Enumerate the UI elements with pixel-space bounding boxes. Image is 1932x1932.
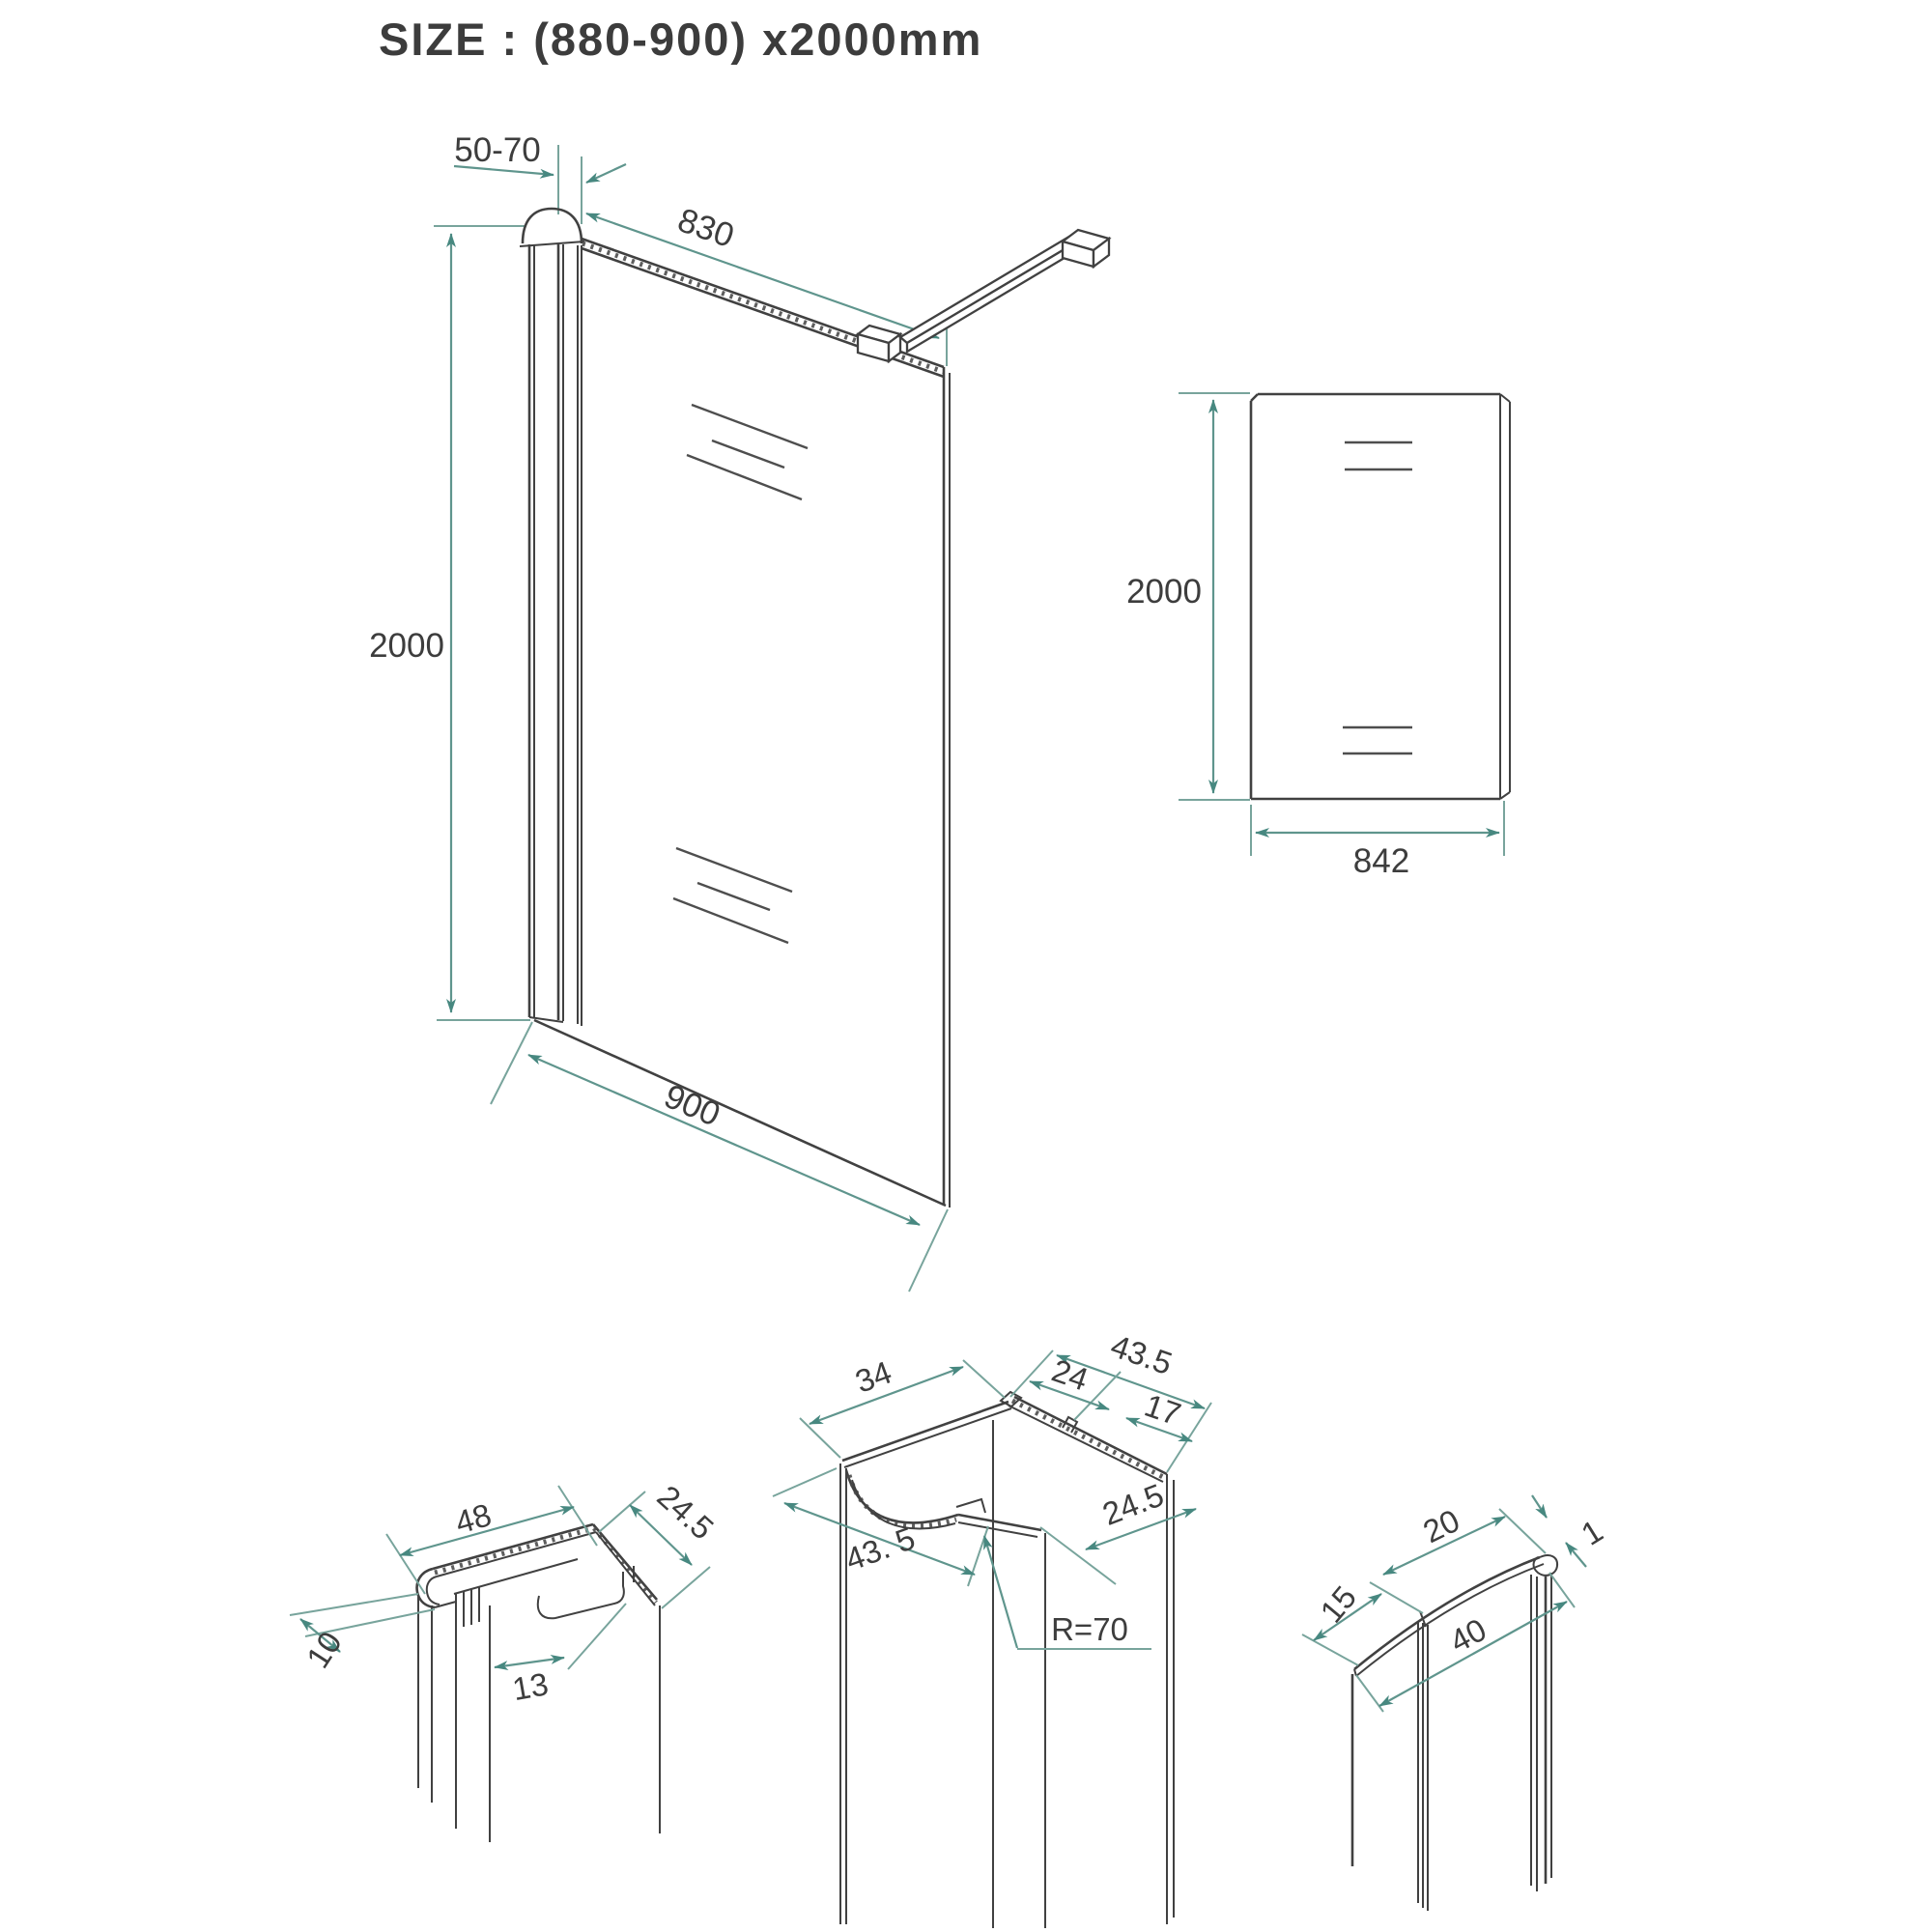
dim-height-side [1126,393,1250,800]
dim-label-20: 20 [1417,1501,1465,1550]
dim-corner-radius [984,1536,1151,1649]
drawing-title: SIZE : (880-900) x2000mm [379,14,983,65]
dim-label-2000-side: 2000 [1126,573,1202,611]
glass-clamp-strip [578,245,582,1026]
corner-profile-section [840,1392,1174,1928]
dim-label-10: 10 [298,1625,349,1675]
detail-corner-profile [773,1327,1211,1928]
dim-label-corner-24-5: 24.5 [1097,1476,1169,1533]
support-bar-top [900,235,1079,343]
dim-label-50-70: 50-70 [454,131,541,169]
dim-corner-24-5 [1040,1476,1196,1584]
dim-label-1: 1 [1575,1512,1609,1552]
dim-width-front [491,1022,948,1292]
reflection-lines-side-lower [1343,727,1412,753]
dim-label-34: 34 [850,1353,896,1400]
dim-wall-24-5 [599,1478,721,1608]
dim-label-842: 842 [1352,842,1410,880]
dim-corner-34 [800,1354,1005,1458]
dim-wall-13 [495,1604,626,1707]
dim-width-side [1251,801,1504,880]
glass-panel-side [1251,394,1510,799]
dim-label-13: 13 [509,1665,552,1708]
dim-label-43-5-bottom: 43. 5 [840,1520,920,1578]
dim-label-48: 48 [451,1496,496,1541]
detail-seal-strip [1302,1495,1608,1911]
support-bar-assembly [858,230,1109,361]
dim-label-24: 24 [1047,1351,1094,1398]
dim-label-wall-24-5: 24.5 [650,1478,721,1547]
reflection-lines-side-upper [1345,442,1412,469]
dim-label-830: 830 [672,201,739,256]
reflection-lines-upper [687,405,808,499]
dim-label-40: 40 [1443,1610,1492,1660]
dim-corner-43-5-bottom [773,1468,988,1586]
dim-corner-17 [1126,1387,1192,1441]
support-bar-front [907,241,1079,352]
dim-label-43-5-top: 43.5 [1106,1327,1178,1382]
dim-label-15: 15 [1313,1578,1364,1630]
dim-height-front [369,226,530,1020]
dim-wall-10 [290,1594,435,1674]
dim-label-900: 900 [658,1077,725,1134]
dim-seal-15 [1302,1579,1423,1665]
dim-label-17: 17 [1140,1386,1186,1433]
reflection-lines-lower [673,848,792,943]
dim-label-2000-front: 2000 [369,627,444,665]
seal-strip-section [1352,1555,1557,1911]
detail-wall-profile [290,1478,721,1842]
glass-panel-front [534,239,950,1208]
side-view [1126,393,1510,880]
wall-profile [520,209,584,1022]
front-iso-view [369,131,1109,1292]
dim-label-r70: R=70 [1051,1611,1128,1647]
